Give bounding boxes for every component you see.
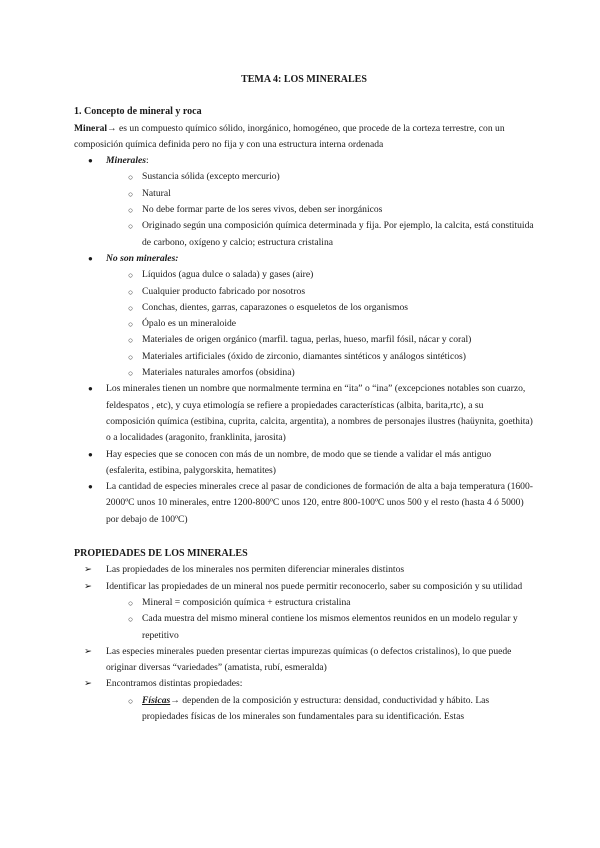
list-item <box>74 186 534 202</box>
bullet-text: Los minerales tienen un nombre que normalmente termina en “ita” o “ina” (excepciones notables son cuarzo, feldespatos , etc), y cuya etimología se refiere a propiedades características (albita, barita,rtc), a su composición química (estibina, cuprita, calcita, argentita), a nombres de personajes ilustres (haüynita, goethita) o a localidades (aragonito, franklinita, jarosita) <box>106 383 533 444</box>
bullet-no-son-minerales <box>74 251 534 381</box>
bullet-text: La cantidad de especies minerales crece al pasar de condiciones de formación de alta a baja temperatura (1600-2000ºC unos 10 minerales, entre 1200-800ºC unos 120, entre 800-100ºC unos 500 y el resto (hasta 4 ó 5000) por debajo de 100ºC) <box>106 481 533 525</box>
list-item-text: Natural <box>142 187 171 199</box>
list-item-text: Las propiedades de los minerales nos permiten diferenciar minerales distintos <box>106 564 405 576</box>
arrow-bullet-icon: ➢ <box>84 678 93 690</box>
circle-bullet-icon: ○ <box>128 335 134 346</box>
list-item-text: Materiales naturales amorfos (obsidina) <box>142 367 295 379</box>
list-item-text: Materiales artificiales (óxido de zirconio, diamantes sintéticos y análogos sintéticos) <box>142 350 466 362</box>
propiedades-list <box>74 562 534 725</box>
section-heading-concepto: 1. Concepto de mineral y roca <box>74 106 202 118</box>
list-item <box>74 284 534 300</box>
circle-bullet-icon: ○ <box>128 597 134 608</box>
list-item-fisicas <box>74 693 534 726</box>
list-item <box>74 365 534 381</box>
circle-bullet-icon: ○ <box>128 286 134 297</box>
identificar-sublist <box>106 595 534 644</box>
mineral-definition <box>74 121 534 154</box>
arrow-item <box>74 676 534 725</box>
bullet-label: Minerales <box>106 155 146 167</box>
arrow-item <box>74 562 534 578</box>
circle-bullet-icon: ○ <box>128 270 134 281</box>
bullet-icon: ● <box>88 253 93 263</box>
bullet-text: Hay especies que se conocen con más de un nombre, de modo que se tiende a validar el más antiguo (esfalerita, estibina, palygorskita, hematites) <box>106 448 492 476</box>
list-item-text: No debe formar parte de los seres vivos, deben ser inorgánicos <box>142 204 383 216</box>
list-item <box>74 332 534 348</box>
arrow-bullet-icon: ➢ <box>84 564 93 576</box>
arrow-bullet-icon: ➢ <box>84 645 93 657</box>
bullet-temperatura <box>74 479 534 528</box>
list-item <box>74 169 534 185</box>
list-item-text: Ópalo es un mineraloide <box>142 318 237 330</box>
list-item <box>74 300 534 316</box>
circle-bullet-icon: ○ <box>128 221 134 232</box>
no-minerales-sublist <box>106 267 534 381</box>
arrow-bullet-icon: ➢ <box>84 580 93 592</box>
circle-bullet-icon: ○ <box>128 614 134 625</box>
circle-bullet-icon: ○ <box>128 351 134 362</box>
bullet-sinonimos <box>74 447 534 480</box>
arrow-item <box>74 579 534 644</box>
list-item <box>74 202 534 218</box>
list-item <box>74 595 534 611</box>
circle-bullet-icon: ○ <box>128 319 134 330</box>
circle-bullet-icon: ○ <box>128 205 134 216</box>
list-item <box>74 218 534 251</box>
list-item <box>74 349 534 365</box>
list-item-text: Mineral = composición química + estructura cristalina <box>142 596 351 608</box>
section-heading-propiedades: PROPIEDADES DE LOS MINERALES <box>74 548 248 560</box>
fisicas-text: dependen de la composición y estructura: densidad, conductividad y hábito. Las propiedades físicas de los minerales son fundamentales para su identificación. Estas <box>142 694 490 722</box>
bullet-icon: ● <box>88 156 93 166</box>
fisicas-term: Físicas <box>142 694 171 706</box>
bullet-icon: ● <box>88 482 93 492</box>
list-item <box>74 316 534 332</box>
list-item-text: Materiales de origen orgánico (marfil. tagua, perlas, hueso, marfil fósil, nácar y coral) <box>142 334 472 346</box>
arrow-glyph: → <box>170 694 180 706</box>
circle-bullet-icon: ○ <box>128 368 134 379</box>
circle-bullet-icon: ○ <box>128 188 134 199</box>
list-item <box>74 267 534 283</box>
circle-bullet-icon: ○ <box>128 695 134 706</box>
list-item-text: Conchas, dientes, garras, caparazones o esqueletos de los organismos <box>142 301 408 313</box>
arrow-glyph: → <box>107 122 117 134</box>
list-item-text: Cada muestra del mismo mineral contiene los mismos elementos reunidos en un modelo regular y repetitivo <box>142 613 518 641</box>
list-item-text: Cualquier producto fabricado por nosotros <box>142 285 306 297</box>
bullet-nomenclatura <box>74 381 534 446</box>
bullet-label: No son minerales: <box>106 252 179 264</box>
distintas-propiedades-sublist <box>106 693 534 726</box>
list-item-text: Identificar las propiedades de un mineral nos puede permitir reconocerlo, saber su composición y su utilidad <box>106 580 523 592</box>
arrow-item <box>74 644 534 677</box>
list-item <box>74 611 534 644</box>
list-item-text: Originado según una composición química determinada y fija. Por ejemplo, la calcita, está constituida de carbono, oxígeno y calcio; estructura cristalina <box>142 220 534 248</box>
list-item-text: Líquidos (agua dulce o salada) y gases (aire) <box>142 269 314 281</box>
circle-bullet-icon: ○ <box>128 172 134 183</box>
list-item-text: Encontramos distintas propiedades: <box>106 678 243 690</box>
list-item-text: Sustancia sólida (excepto mercurio) <box>142 171 280 183</box>
mineral-term: Mineral <box>74 122 108 134</box>
bullet-icon: ● <box>88 449 93 459</box>
bullet-icon: ● <box>88 384 93 394</box>
page-title: TEMA 4: LOS MINERALES <box>241 74 367 85</box>
minerales-sublist <box>106 169 534 250</box>
circle-bullet-icon: ○ <box>128 302 134 313</box>
document-page <box>74 72 534 725</box>
bullet-label-suffix: : <box>145 155 149 167</box>
concept-bullet-list <box>74 153 534 528</box>
bullet-minerales <box>74 153 534 251</box>
mineral-definition-text: es un compuesto químico sólido, inorgánico, homogéneo, que procede de la corteza terrestre, con un composición química definida pero no fija y con una estructura interna ordenada <box>74 122 505 150</box>
list-item-text: Las especies minerales pueden presentar ciertas impurezas químicas (o defectos cristalinos), lo que puede originar diversas “variedades” (amatista, rubí, esmeralda) <box>106 645 512 674</box>
